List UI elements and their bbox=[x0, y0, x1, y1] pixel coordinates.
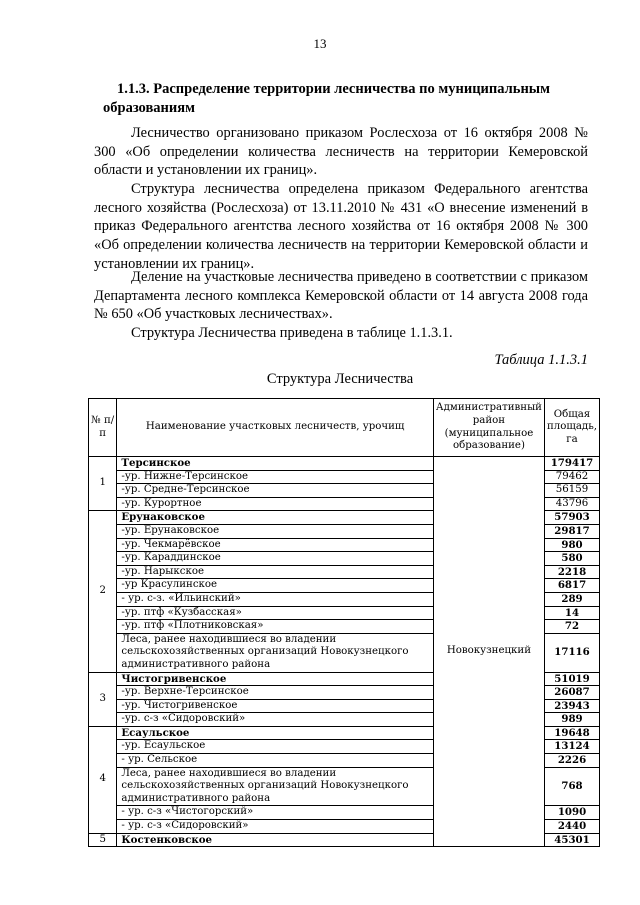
forestry-name: Чистогривенское bbox=[117, 672, 434, 686]
table-header-row bbox=[89, 399, 600, 457]
forestry-name: - ур. с-з «Сидоровский» bbox=[117, 820, 434, 834]
header-name: Наименование участковых лесничеств, урочищ bbox=[117, 399, 434, 457]
section-heading bbox=[103, 80, 587, 118]
table-body bbox=[89, 457, 600, 847]
forestry-name: - ур. с-з «Чистогорский» bbox=[117, 806, 434, 820]
paragraph-text: Лесничество организовано приказом Рослесхоза от 16 октября 2008 № 300 «Об определении количества лесничеств на территории Кемеровской области и установлении их границ». bbox=[94, 125, 588, 179]
area-value: 2218 bbox=[544, 565, 599, 579]
paragraph-4 bbox=[94, 324, 588, 343]
paragraph-3 bbox=[94, 268, 588, 324]
area-value: 580 bbox=[544, 552, 599, 566]
area-value: 989 bbox=[544, 713, 599, 727]
area-value: 45301 bbox=[544, 833, 599, 847]
area-value: 980 bbox=[544, 538, 599, 552]
heading-line-1: 1.1.3. Распределение территории лесничества по муниципальным bbox=[117, 81, 550, 97]
forestry-name: -ур. Верхне-Терсинское bbox=[117, 686, 434, 700]
row-number: 5 bbox=[89, 833, 117, 847]
forestry-name: Леса, ранее находившиеся во владении сельскохозяйственных организаций Новокузнецкого административного района bbox=[117, 633, 434, 672]
area-value: 23943 bbox=[544, 699, 599, 713]
forestry-name: -ур. Есаульское bbox=[117, 740, 434, 754]
table-row bbox=[89, 457, 600, 471]
forestry-name: -ур. Средне-Терсинское bbox=[117, 484, 434, 498]
paragraph-text: Деление на участковые лесничества приведено в соответствии с приказом Департамента лесного комплекса Кемеровской области от 14 августа 2008 года № 650 «Об участковых лесничествах». bbox=[94, 269, 588, 323]
forestry-name: -ур Красулинское bbox=[117, 579, 434, 593]
area-value: 14 bbox=[544, 606, 599, 620]
area-value: 29817 bbox=[544, 524, 599, 538]
area-value: 72 bbox=[544, 620, 599, 634]
forestry-name: -ур. Караддинское bbox=[117, 552, 434, 566]
area-value: 1090 bbox=[544, 806, 599, 820]
area-value: 13124 bbox=[544, 740, 599, 754]
forestry-structure-table bbox=[88, 398, 600, 847]
area-value: 2440 bbox=[544, 820, 599, 834]
area-value: 19648 bbox=[544, 726, 599, 740]
paragraph-text: Структура лесничества определена приказом Федерального агентства лесного хозяйства (Рослесхоза) от 13.11.2010 № 431 «О внесение изменений в приказ Федерального агентства лесного хозяйства от 16 октября 2008 № 300 «Об определении количества лесничеств на территории Кемеровской области и установлении их границ». bbox=[94, 181, 588, 272]
forestry-name: -ур. с-з «Сидоровский» bbox=[117, 713, 434, 727]
paragraph-2 bbox=[94, 180, 588, 274]
table-caption: Таблица 1.1.3.1 bbox=[494, 352, 588, 368]
row-number: 4 bbox=[89, 726, 117, 833]
paragraph-text: Структура Лесничества приведена в таблице 1.1.3.1. bbox=[131, 325, 453, 341]
forestry-name: Леса, ранее находившиеся во владении сельскохозяйственных организаций Новокузнецкого административного района bbox=[117, 767, 434, 806]
forestry-name: Терсинское bbox=[117, 457, 434, 471]
forestry-name: Костенковское bbox=[117, 833, 434, 847]
table-title: Структура Лесничества bbox=[266, 371, 414, 387]
area-value: 56159 bbox=[544, 484, 599, 498]
header-num: № п/п bbox=[89, 399, 117, 457]
area-value: 768 bbox=[544, 767, 599, 806]
header-area: Общая площадь, га bbox=[544, 399, 599, 457]
row-number: 2 bbox=[89, 511, 117, 672]
page-number: 13 bbox=[313, 36, 327, 51]
area-value: 26087 bbox=[544, 686, 599, 700]
area-value: 51019 bbox=[544, 672, 599, 686]
forestry-name: -ур. птф «Плотниковская» bbox=[117, 620, 434, 634]
forestry-name: -ур. Курортное bbox=[117, 497, 434, 511]
forestry-name: - ур. с-з. «Ильинский» bbox=[117, 592, 434, 606]
area-value: 17116 bbox=[544, 633, 599, 672]
row-number: 1 bbox=[89, 457, 117, 511]
area-value: 179417 bbox=[544, 457, 599, 471]
forestry-name: -ур. Ерунаковское bbox=[117, 524, 434, 538]
area-value: 57903 bbox=[544, 511, 599, 525]
forestry-name: -ур. птф «Кузбасская» bbox=[117, 606, 434, 620]
forestry-name: -ур. Нарыкское bbox=[117, 565, 434, 579]
paragraph-1 bbox=[94, 124, 588, 180]
area-value: 79462 bbox=[544, 470, 599, 484]
forestry-name: -ур. Чекмарёвское bbox=[117, 538, 434, 552]
area-value: 289 bbox=[544, 592, 599, 606]
header-district: Административный район (муниципальное образование) bbox=[433, 399, 544, 457]
forestry-name: -ур. Нижне-Терсинское bbox=[117, 470, 434, 484]
area-value: 2226 bbox=[544, 754, 599, 768]
forestry-name: -ур. Чистогривенское bbox=[117, 699, 434, 713]
forestry-name: Ерунаковское bbox=[117, 511, 434, 525]
area-value: 43796 bbox=[544, 497, 599, 511]
forestry-name: Есаульское bbox=[117, 726, 434, 740]
heading-line-2: образованиям bbox=[103, 100, 195, 116]
area-value: 6817 bbox=[544, 579, 599, 593]
row-number: 3 bbox=[89, 672, 117, 726]
district-cell: Новокузнецкий bbox=[433, 457, 544, 847]
forestry-name: - ур. Сельское bbox=[117, 754, 434, 768]
